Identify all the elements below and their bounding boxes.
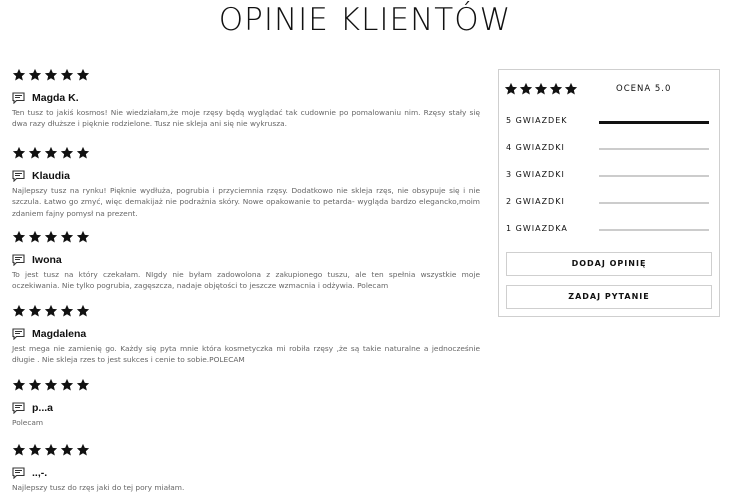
review-text: Ten tusz to jakiś kosmos! Nie wiedziałam,że moje rzęsy będą wyglądać tak cudownie po pomalowaniu nim. Rzęsy stały się dwa razy dłuższe i pięknie rodzielone. Tusz nie skleja ani się nie wykrusza.: [12, 108, 480, 129]
star-icon: [12, 230, 26, 244]
comment-icon: [12, 467, 25, 479]
rating-bar-label: 3 GWIAZDKI: [506, 170, 565, 179]
comment-icon: [12, 328, 25, 340]
rating-bar-label: 4 GWIAZDKI: [506, 143, 565, 152]
rating-bar-track: [599, 148, 709, 150]
add-review-button[interactable]: DODAJ OPINIĘ: [506, 252, 712, 276]
star-icon: [28, 378, 42, 392]
star-rating: [12, 378, 480, 394]
star-icon: [28, 146, 42, 160]
rating-bar-row[interactable]: [506, 197, 712, 209]
star-icon: [519, 82, 533, 96]
star-icon: [44, 68, 58, 82]
review-text: Najlepszy tusz na rynku! Pięknie wydłuża, pogrubia i przyciemnia rzęsy. Dodatkowo nie skleja rzęs, nie obsypuje się i nie szczula. Łatwo go zmyć, więc demakijaż nie podrażnia skóry. Nowe opakowanie to petarda- wygląda bardzo elegancko,moim zdaniem fajny pomysł na prezent.: [12, 186, 480, 218]
rating-bar-label: 1 GWIAZDKA: [506, 224, 568, 233]
review-author: p...a: [32, 402, 54, 414]
rating-bar-row[interactable]: [506, 224, 712, 236]
review-author: ..,-.: [32, 467, 48, 479]
star-icon: [549, 82, 563, 96]
star-rating: [12, 443, 480, 459]
reviews-list: [12, 68, 480, 493]
rating-bar-track: [599, 229, 709, 231]
star-icon: [60, 378, 74, 392]
star-icon: [44, 304, 58, 318]
review-text: Jest mega nie zamienię go. Każdy się pyta mnie która kosmetyczka mi robiła rzęsy ,że są takie naturalne a jednocześnie długie . Nie skleja rzes to jest sukces i cenie to sobie.POLECAM: [12, 344, 480, 365]
review-item: [12, 68, 480, 146]
rating-summary: [498, 69, 720, 317]
rating-bar-track: [599, 121, 709, 123]
review-item: [12, 304, 480, 378]
star-icon: [12, 304, 26, 318]
star-icon: [44, 443, 58, 457]
star-icon: [12, 68, 26, 82]
star-icon: [60, 230, 74, 244]
review-author: Klaudia: [32, 170, 70, 182]
star-rating: [12, 146, 480, 162]
star-icon: [76, 378, 90, 392]
star-icon: [28, 68, 42, 82]
star-icon: [76, 230, 90, 244]
review-text: Najlepszy tusz do rzęs jaki do tej pory miałam.: [12, 483, 185, 492]
star-icon: [28, 304, 42, 318]
star-icon: [76, 146, 90, 160]
star-icon: [60, 443, 74, 457]
star-icon: [28, 230, 42, 244]
review-author: Magdalena: [32, 328, 87, 340]
review-text: Polecam: [12, 418, 44, 427]
comment-icon: [12, 170, 25, 182]
star-icon: [60, 304, 74, 318]
star-icon: [534, 82, 548, 96]
review-item: [12, 378, 480, 443]
summary-star-rating: [504, 82, 578, 96]
review-item: [12, 146, 480, 230]
rating-label: OCENA 5.0: [616, 84, 672, 94]
star-icon: [564, 82, 578, 96]
star-icon: [76, 68, 90, 82]
comment-icon: [12, 402, 25, 414]
rating-bar-row[interactable]: [506, 116, 712, 128]
star-icon: [12, 378, 26, 392]
rating-bar-track: [599, 175, 709, 177]
star-icon: [60, 68, 74, 82]
star-icon: [44, 378, 58, 392]
review-author: Magda K.: [32, 92, 79, 104]
review-item: [12, 443, 480, 493]
star-icon: [60, 146, 74, 160]
rating-bar-track: [599, 202, 709, 204]
review-text: To jest tusz na który czekałam. NIgdy nie byłam zadowolona z zakupionego tuszu, ale ten spełnia wszystkie moje oczekiwania. Nie tylko pogrubia, zagęszcza, nadaje objętości to jeszcze wzmacnia i odżywia. Polecam: [12, 270, 480, 291]
star-rating: [12, 304, 480, 320]
rating-bar-fill: [599, 121, 709, 124]
star-rating: [12, 230, 480, 246]
comment-icon: [12, 254, 25, 266]
rating-bar-row[interactable]: [506, 170, 712, 182]
star-icon: [44, 146, 58, 160]
rating-bar-label: 5 GWIAZDEK: [506, 116, 568, 125]
rating-bar-label: 2 GWIAZDKI: [506, 197, 565, 206]
star-icon: [12, 146, 26, 160]
star-rating: [12, 68, 480, 84]
star-icon: [12, 443, 26, 457]
star-icon: [504, 82, 518, 96]
ask-question-button[interactable]: ZADAJ PYTANIE: [506, 285, 712, 309]
star-icon: [44, 230, 58, 244]
star-icon: [76, 443, 90, 457]
star-icon: [76, 304, 90, 318]
review-item: [12, 230, 480, 304]
comment-icon: [12, 92, 25, 104]
rating-bar-row[interactable]: [506, 143, 712, 155]
star-icon: [28, 443, 42, 457]
review-author: Iwona: [32, 254, 62, 266]
page-title: OPINIE KLIENTÓW: [218, 2, 512, 38]
